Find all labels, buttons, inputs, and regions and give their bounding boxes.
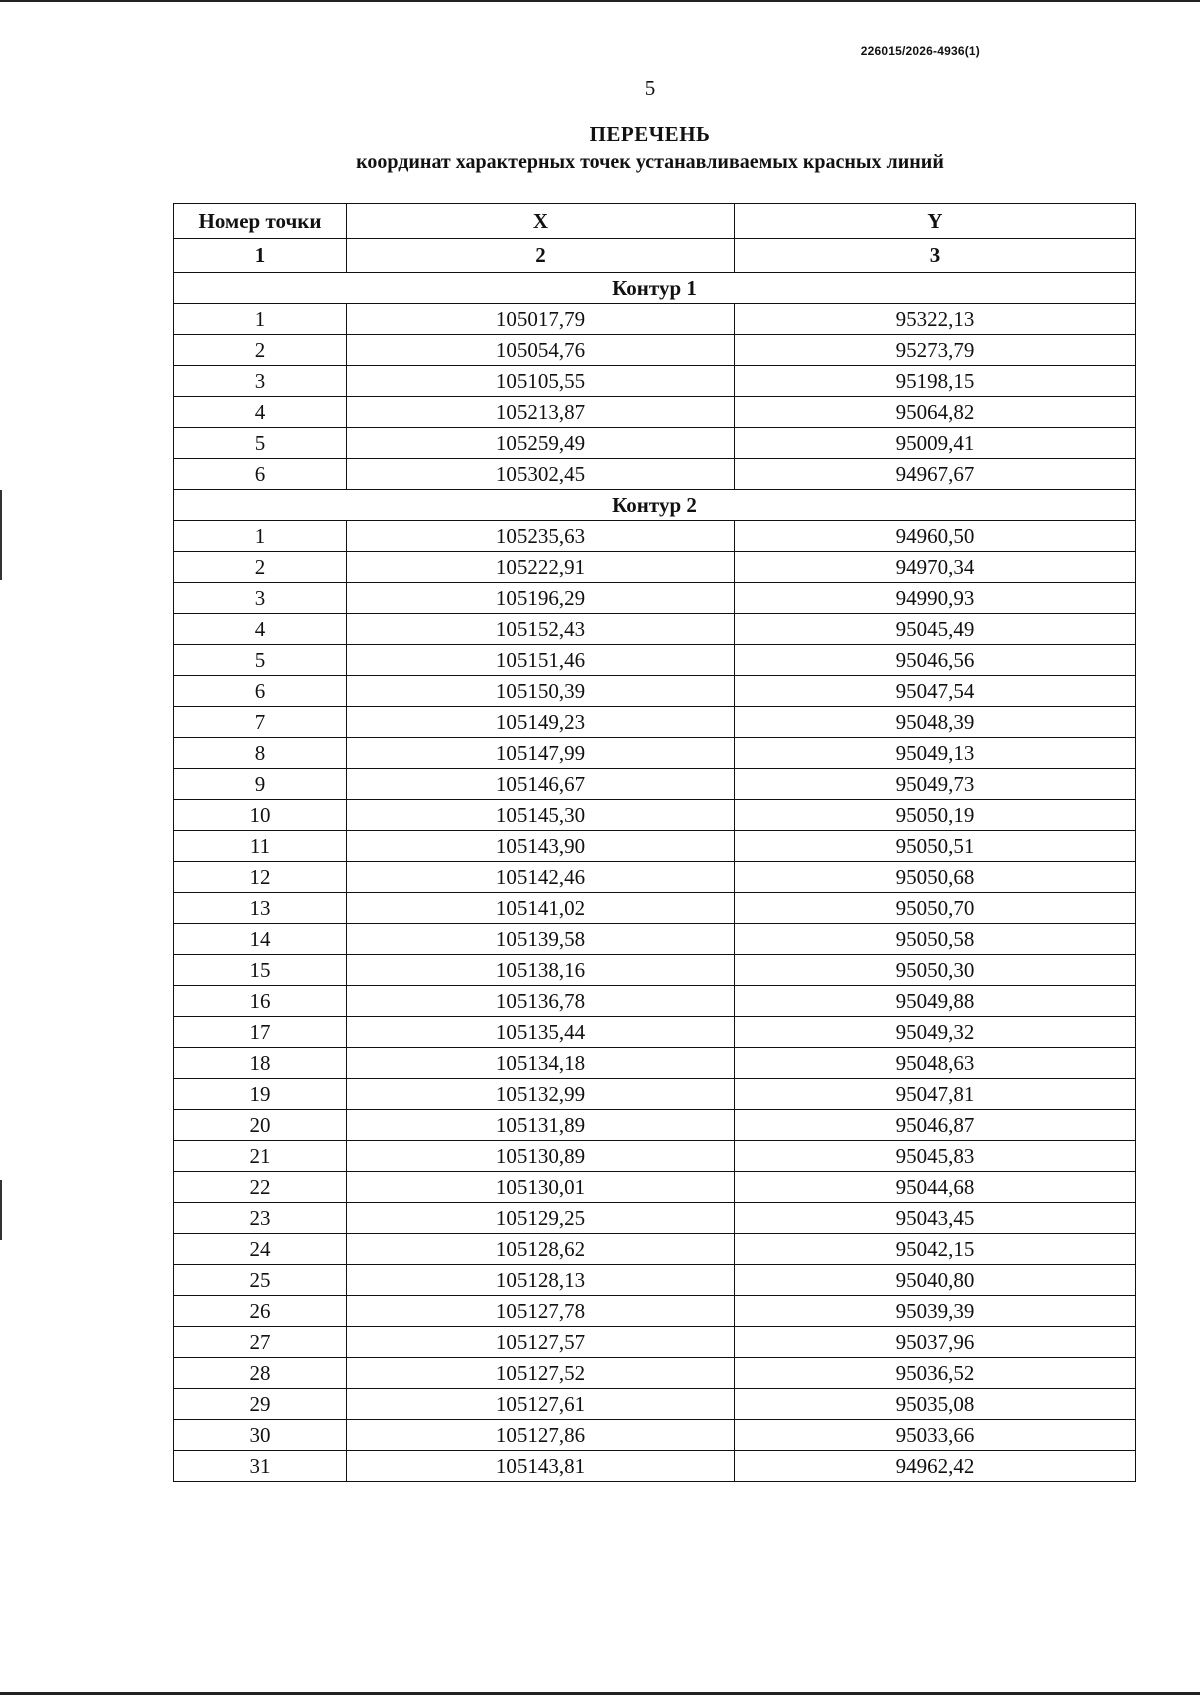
table-row — [174, 1017, 1136, 1048]
point-number-cell: 20 — [174, 1110, 347, 1141]
table-row — [174, 1265, 1136, 1296]
column-number: 2 — [347, 239, 735, 273]
y-coordinate-cell: 95049,73 — [735, 769, 1136, 800]
x-coordinate-cell: 105259,49 — [347, 428, 735, 459]
table-row — [174, 1389, 1136, 1420]
point-number-cell: 3 — [174, 366, 347, 397]
contour-heading: Контур 2 — [174, 490, 1136, 521]
point-number-cell: 12 — [174, 862, 347, 893]
x-coordinate-cell: 105143,90 — [347, 831, 735, 862]
x-coordinate-cell: 105128,13 — [347, 1265, 735, 1296]
point-number-cell: 22 — [174, 1172, 347, 1203]
y-coordinate-cell: 95047,54 — [735, 676, 1136, 707]
x-coordinate-cell: 105222,91 — [347, 552, 735, 583]
y-coordinate-cell: 94962,42 — [735, 1451, 1136, 1482]
table-row — [174, 1110, 1136, 1141]
table-row — [174, 831, 1136, 862]
table-row — [174, 1358, 1136, 1389]
y-coordinate-cell: 95048,39 — [735, 707, 1136, 738]
point-number-cell: 6 — [174, 459, 347, 490]
x-coordinate-cell: 105150,39 — [347, 676, 735, 707]
y-coordinate-cell: 95049,32 — [735, 1017, 1136, 1048]
x-coordinate-cell: 105129,25 — [347, 1203, 735, 1234]
point-number-cell: 18 — [174, 1048, 347, 1079]
y-coordinate-cell: 95050,19 — [735, 800, 1136, 831]
x-coordinate-cell: 105213,87 — [347, 397, 735, 428]
y-coordinate-cell: 95049,13 — [735, 738, 1136, 769]
point-number-cell: 24 — [174, 1234, 347, 1265]
x-coordinate-cell: 105147,99 — [347, 738, 735, 769]
coordinates-table-body — [174, 204, 1136, 1482]
point-number-cell: 23 — [174, 1203, 347, 1234]
point-number-cell: 2 — [174, 552, 347, 583]
x-coordinate-cell: 105127,52 — [347, 1358, 735, 1389]
point-number-cell: 17 — [174, 1017, 347, 1048]
y-coordinate-cell: 94970,34 — [735, 552, 1136, 583]
x-coordinate-cell: 105130,01 — [347, 1172, 735, 1203]
x-coordinate-cell: 105143,81 — [347, 1451, 735, 1482]
coordinates-table — [173, 203, 1136, 1482]
point-number-cell: 4 — [174, 614, 347, 645]
point-number-cell: 11 — [174, 831, 347, 862]
table-row — [174, 304, 1136, 335]
x-coordinate-cell: 105235,63 — [347, 521, 735, 552]
x-coordinate-cell: 105017,79 — [347, 304, 735, 335]
point-number-cell: 16 — [174, 986, 347, 1017]
table-row — [174, 366, 1136, 397]
point-number-cell: 29 — [174, 1389, 347, 1420]
x-coordinate-cell: 105105,55 — [347, 366, 735, 397]
x-coordinate-cell: 105054,76 — [347, 335, 735, 366]
x-coordinate-cell: 105142,46 — [347, 862, 735, 893]
y-coordinate-cell: 95036,52 — [735, 1358, 1136, 1389]
y-coordinate-cell: 95045,49 — [735, 614, 1136, 645]
y-coordinate-cell: 95035,08 — [735, 1389, 1136, 1420]
y-coordinate-cell: 95322,13 — [735, 304, 1136, 335]
point-number-cell: 14 — [174, 924, 347, 955]
point-number-cell: 10 — [174, 800, 347, 831]
y-coordinate-cell: 95198,15 — [735, 366, 1136, 397]
column-header-y: Y — [735, 204, 1136, 239]
y-coordinate-cell: 95040,80 — [735, 1265, 1136, 1296]
y-coordinate-cell: 95048,63 — [735, 1048, 1136, 1079]
y-coordinate-cell: 95050,30 — [735, 955, 1136, 986]
x-coordinate-cell: 105136,78 — [347, 986, 735, 1017]
scan-left-edge-mark — [0, 490, 2, 580]
table-row — [174, 614, 1136, 645]
table-row — [174, 583, 1136, 614]
table-row — [174, 1048, 1136, 1079]
x-coordinate-cell: 105135,44 — [347, 1017, 735, 1048]
y-coordinate-cell: 95045,83 — [735, 1141, 1136, 1172]
x-coordinate-cell: 105127,57 — [347, 1327, 735, 1358]
y-coordinate-cell: 94967,67 — [735, 459, 1136, 490]
x-coordinate-cell: 105138,16 — [347, 955, 735, 986]
point-number-cell: 5 — [174, 428, 347, 459]
y-coordinate-cell: 95044,68 — [735, 1172, 1136, 1203]
x-coordinate-cell: 105145,30 — [347, 800, 735, 831]
x-coordinate-cell: 105128,62 — [347, 1234, 735, 1265]
document-subtitle: координат характерных точек устанавливаемых красных линий — [356, 151, 944, 173]
x-coordinate-cell: 105132,99 — [347, 1079, 735, 1110]
y-coordinate-cell: 94960,50 — [735, 521, 1136, 552]
table-row — [174, 862, 1136, 893]
point-number-cell: 6 — [174, 676, 347, 707]
x-coordinate-cell: 105127,61 — [347, 1389, 735, 1420]
x-coordinate-cell: 105127,78 — [347, 1296, 735, 1327]
table-row — [174, 645, 1136, 676]
point-number-cell: 13 — [174, 893, 347, 924]
x-coordinate-cell: 105151,46 — [347, 645, 735, 676]
table-row — [174, 738, 1136, 769]
table-row — [174, 1451, 1136, 1482]
y-coordinate-cell: 95037,96 — [735, 1327, 1136, 1358]
x-coordinate-cell: 105302,45 — [347, 459, 735, 490]
document-id: 226015/2026-4936(1) — [860, 44, 980, 58]
point-number-cell: 25 — [174, 1265, 347, 1296]
x-coordinate-cell: 105127,86 — [347, 1420, 735, 1451]
scan-top-edge — [0, 0, 1200, 2]
point-number-cell: 26 — [174, 1296, 347, 1327]
table-row — [174, 1420, 1136, 1451]
contour-heading: Контур 1 — [174, 273, 1136, 304]
y-coordinate-cell: 95043,45 — [735, 1203, 1136, 1234]
table-row — [174, 800, 1136, 831]
point-number-cell: 9 — [174, 769, 347, 800]
contour-heading-row — [174, 273, 1136, 304]
y-coordinate-cell: 95064,82 — [735, 397, 1136, 428]
column-header-point-number: Номер точки — [174, 204, 347, 239]
table-row — [174, 521, 1136, 552]
y-coordinate-cell: 95046,56 — [735, 645, 1136, 676]
table-row — [174, 893, 1136, 924]
y-coordinate-cell: 95050,68 — [735, 862, 1136, 893]
x-coordinate-cell: 105134,18 — [347, 1048, 735, 1079]
contour-heading-row — [174, 490, 1136, 521]
table-row — [174, 397, 1136, 428]
table-row — [174, 955, 1136, 986]
table-row — [174, 1327, 1136, 1358]
y-coordinate-cell: 95039,39 — [735, 1296, 1136, 1327]
y-coordinate-cell: 95033,66 — [735, 1420, 1136, 1451]
table-row — [174, 1296, 1136, 1327]
table-header-row — [174, 204, 1136, 239]
table-row — [174, 1079, 1136, 1110]
table-row — [174, 707, 1136, 738]
column-number: 1 — [174, 239, 347, 273]
table-row — [174, 769, 1136, 800]
point-number-cell: 3 — [174, 583, 347, 614]
y-coordinate-cell: 95273,79 — [735, 335, 1136, 366]
column-number: 3 — [735, 239, 1136, 273]
x-coordinate-cell: 105130,89 — [347, 1141, 735, 1172]
y-coordinate-cell: 95050,70 — [735, 893, 1136, 924]
table-row — [174, 1234, 1136, 1265]
y-coordinate-cell: 95042,15 — [735, 1234, 1136, 1265]
point-number-cell: 27 — [174, 1327, 347, 1358]
point-number-cell: 28 — [174, 1358, 347, 1389]
point-number-cell: 30 — [174, 1420, 347, 1451]
y-coordinate-cell: 95046,87 — [735, 1110, 1136, 1141]
x-coordinate-cell: 105139,58 — [347, 924, 735, 955]
point-number-cell: 19 — [174, 1079, 347, 1110]
document-title: ПЕРЕЧЕНЬ — [589, 122, 711, 146]
x-coordinate-cell: 105196,29 — [347, 583, 735, 614]
point-number-cell: 8 — [174, 738, 347, 769]
point-number-cell: 21 — [174, 1141, 347, 1172]
table-row — [174, 1203, 1136, 1234]
table-row — [174, 335, 1136, 366]
point-number-cell: 5 — [174, 645, 347, 676]
y-coordinate-cell: 95050,58 — [735, 924, 1136, 955]
column-number-row — [174, 239, 1136, 273]
scan-bottom-edge — [0, 1692, 1200, 1695]
scan-left-edge-mark — [0, 1180, 2, 1240]
x-coordinate-cell: 105152,43 — [347, 614, 735, 645]
table-row — [174, 986, 1136, 1017]
column-header-x: X — [347, 204, 735, 239]
point-number-cell: 15 — [174, 955, 347, 986]
x-coordinate-cell: 105146,67 — [347, 769, 735, 800]
table-row — [174, 552, 1136, 583]
page-number: 5 — [644, 76, 656, 100]
point-number-cell: 1 — [174, 521, 347, 552]
table-row — [174, 1141, 1136, 1172]
table-row — [174, 1172, 1136, 1203]
point-number-cell: 4 — [174, 397, 347, 428]
y-coordinate-cell: 95009,41 — [735, 428, 1136, 459]
x-coordinate-cell: 105131,89 — [347, 1110, 735, 1141]
x-coordinate-cell: 105149,23 — [347, 707, 735, 738]
y-coordinate-cell: 95047,81 — [735, 1079, 1136, 1110]
table-row — [174, 428, 1136, 459]
table-row — [174, 924, 1136, 955]
y-coordinate-cell: 95049,88 — [735, 986, 1136, 1017]
table-row — [174, 676, 1136, 707]
y-coordinate-cell: 94990,93 — [735, 583, 1136, 614]
table-row — [174, 459, 1136, 490]
point-number-cell: 2 — [174, 335, 347, 366]
x-coordinate-cell: 105141,02 — [347, 893, 735, 924]
y-coordinate-cell: 95050,51 — [735, 831, 1136, 862]
point-number-cell: 1 — [174, 304, 347, 335]
point-number-cell: 7 — [174, 707, 347, 738]
point-number-cell: 31 — [174, 1451, 347, 1482]
